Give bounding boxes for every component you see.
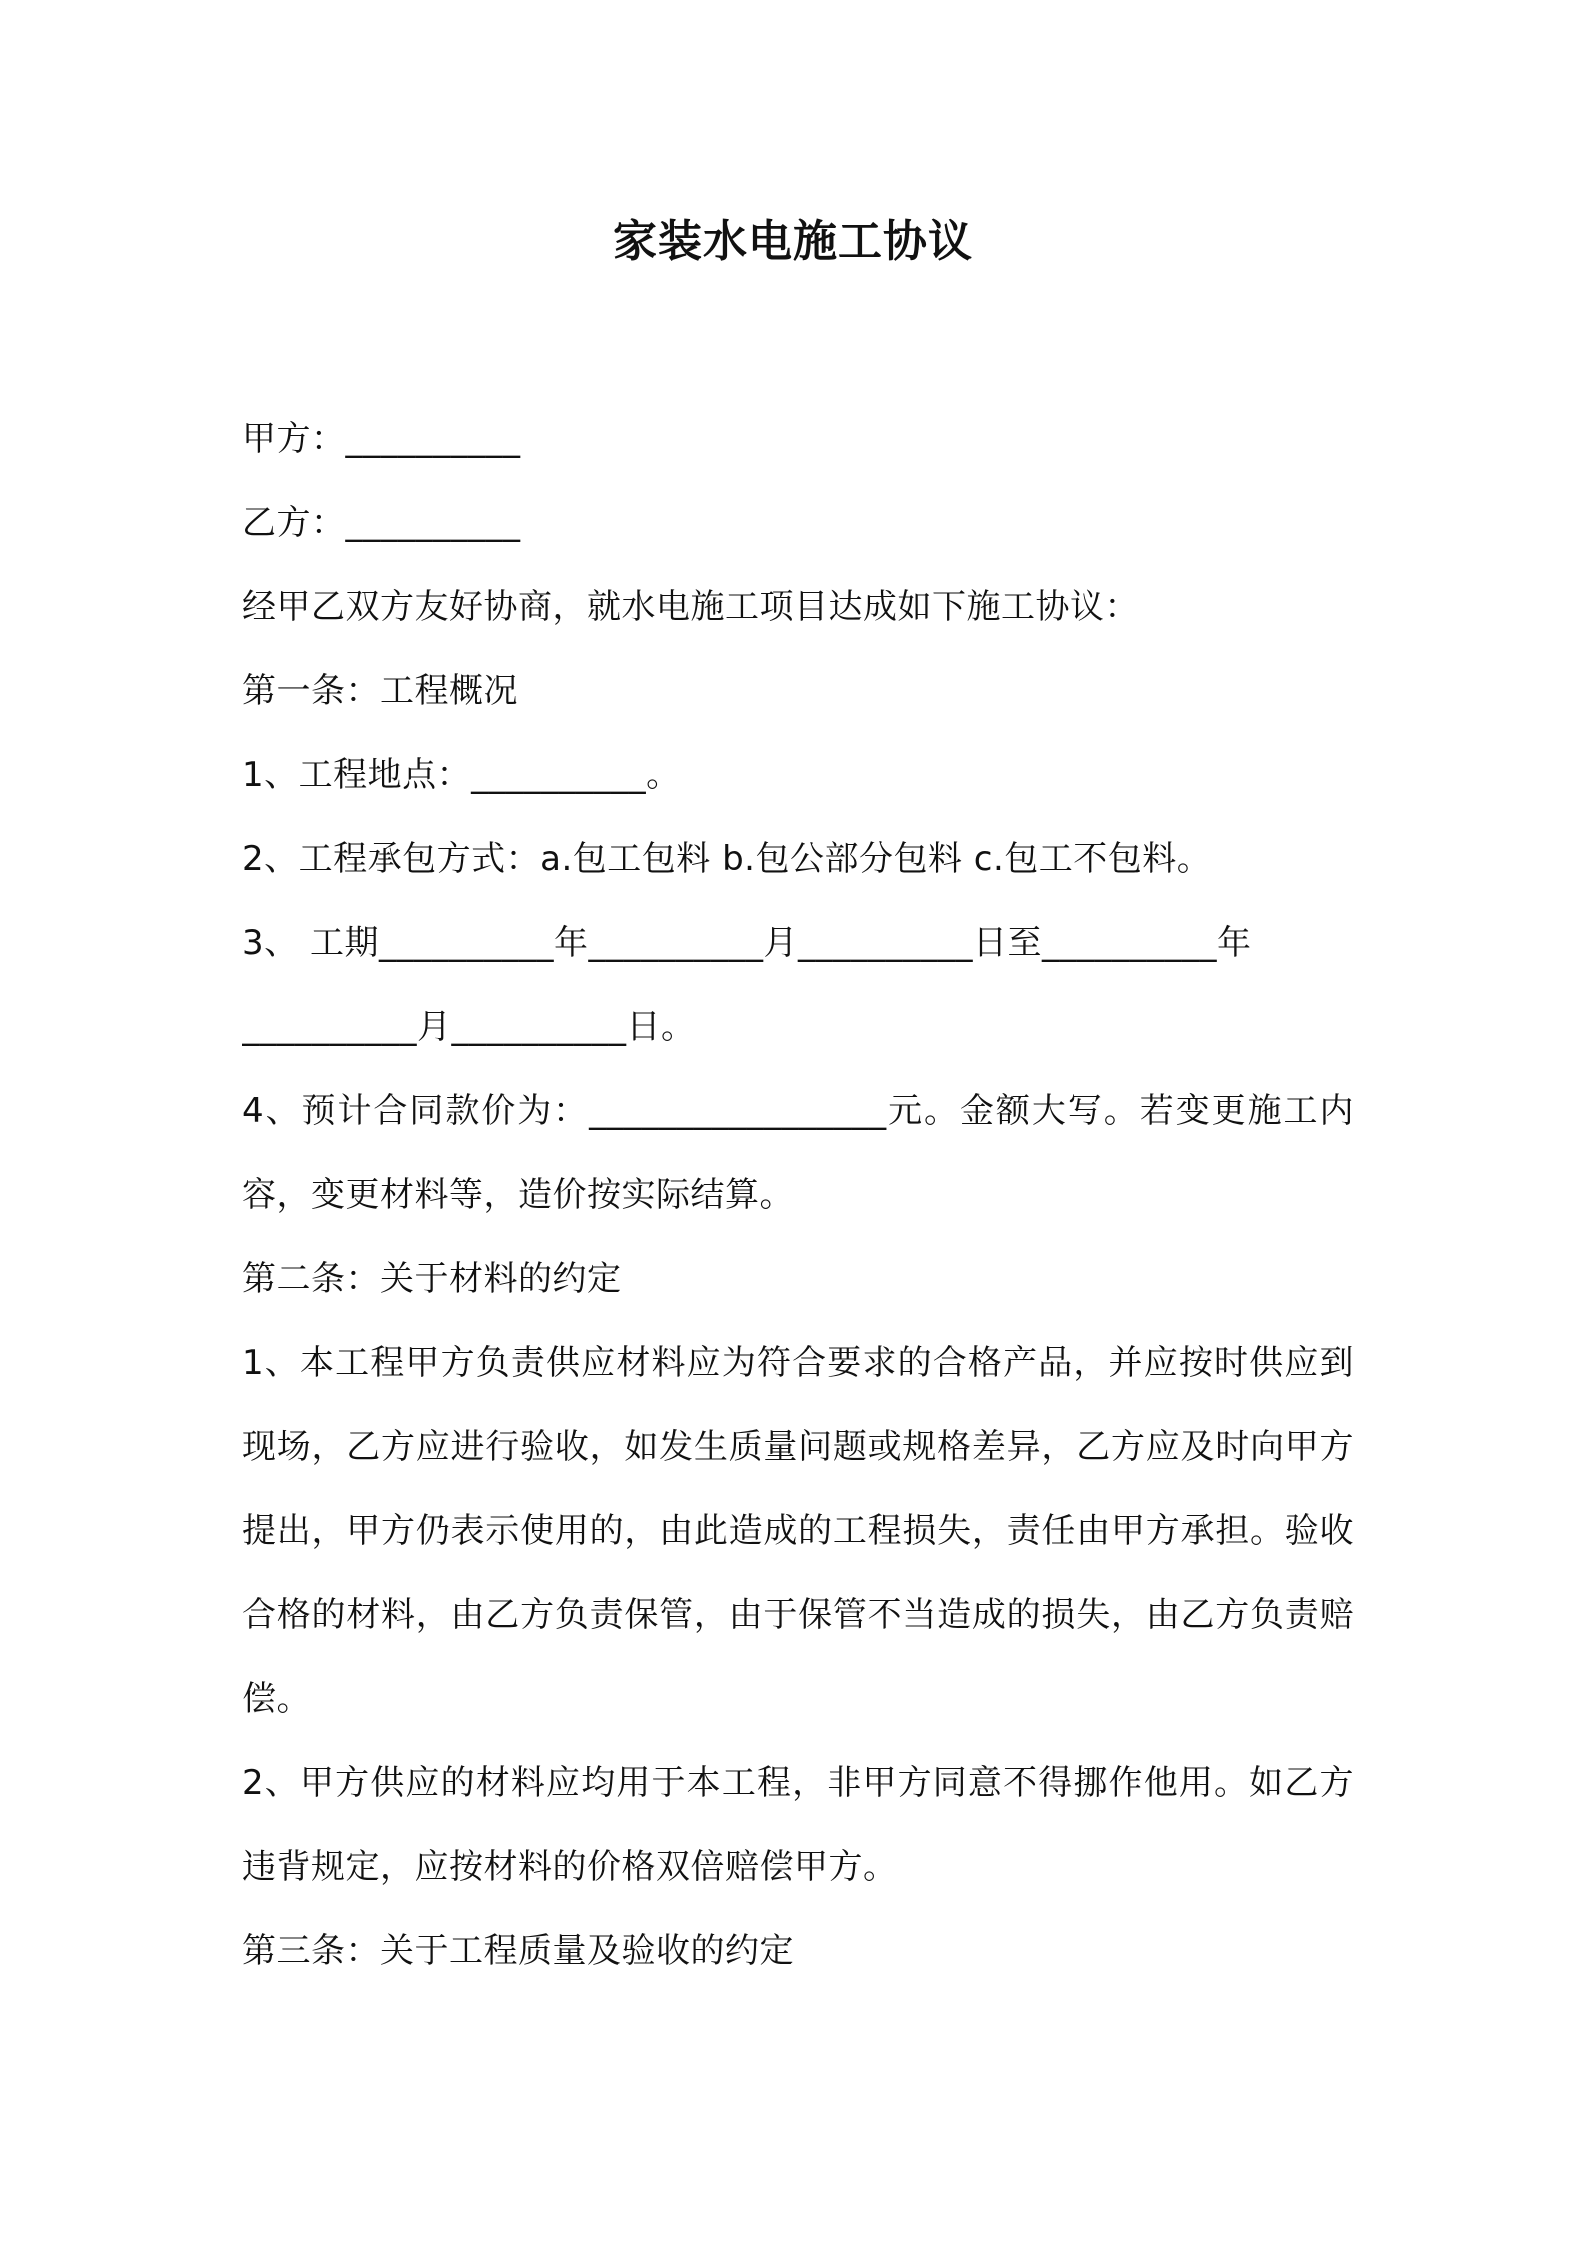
article-1-item-4: 4、预计合同款价为：_________________元。金额大写。若变更施工内容，变更材料等，造价按实际结算。 bbox=[242, 1091, 1354, 1215]
article-1-item-1: 1、工程地点：__________。 bbox=[242, 755, 681, 795]
article-1-item-3-line-2: __________月__________日。 bbox=[242, 1007, 696, 1047]
article-1-heading: 第一条：工程概况 bbox=[242, 671, 518, 711]
article-2-heading: 第二条：关于材料的约定 bbox=[242, 1259, 622, 1299]
intro-paragraph: 经甲乙双方友好协商，就水电施工项目达成如下施工协议： bbox=[242, 587, 1139, 627]
party-b-line: 乙方：__________ bbox=[242, 503, 521, 543]
article-1-item-2: 2、工程承包方式：a.包工包料 b.包公部分包料 c.包工不包料。 bbox=[242, 839, 1212, 879]
article-2-item-1: 1、本工程甲方负责供应材料应为符合要求的合格产品，并应按时供应到现场，乙方应进行验收，如发生质量问题或规格差异，乙方应及时向甲方提出，甲方仍表示使用的，由此造成的工程损失，责任由甲方承担。验收合格的材料，由乙方负责保管，由于保管不当造成的损失，由乙方负责赔偿。 bbox=[242, 1343, 1354, 1719]
article-3-heading: 第三条：关于工程质量及验收的约定 bbox=[242, 1931, 794, 1971]
article-2-item-2: 2、甲方供应的材料应均用于本工程，非甲方同意不得挪作他用。如乙方违背规定，应按材料的价格双倍赔偿甲方。 bbox=[242, 1763, 1354, 1887]
article-1-item-3-line-1: 3、 工期__________年__________月__________日至__________年 bbox=[242, 923, 1252, 963]
document-title: 家装水电施工协议 bbox=[613, 216, 973, 267]
party-a-line: 甲方：__________ bbox=[242, 419, 521, 459]
document-body bbox=[242, 397, 1354, 1993]
